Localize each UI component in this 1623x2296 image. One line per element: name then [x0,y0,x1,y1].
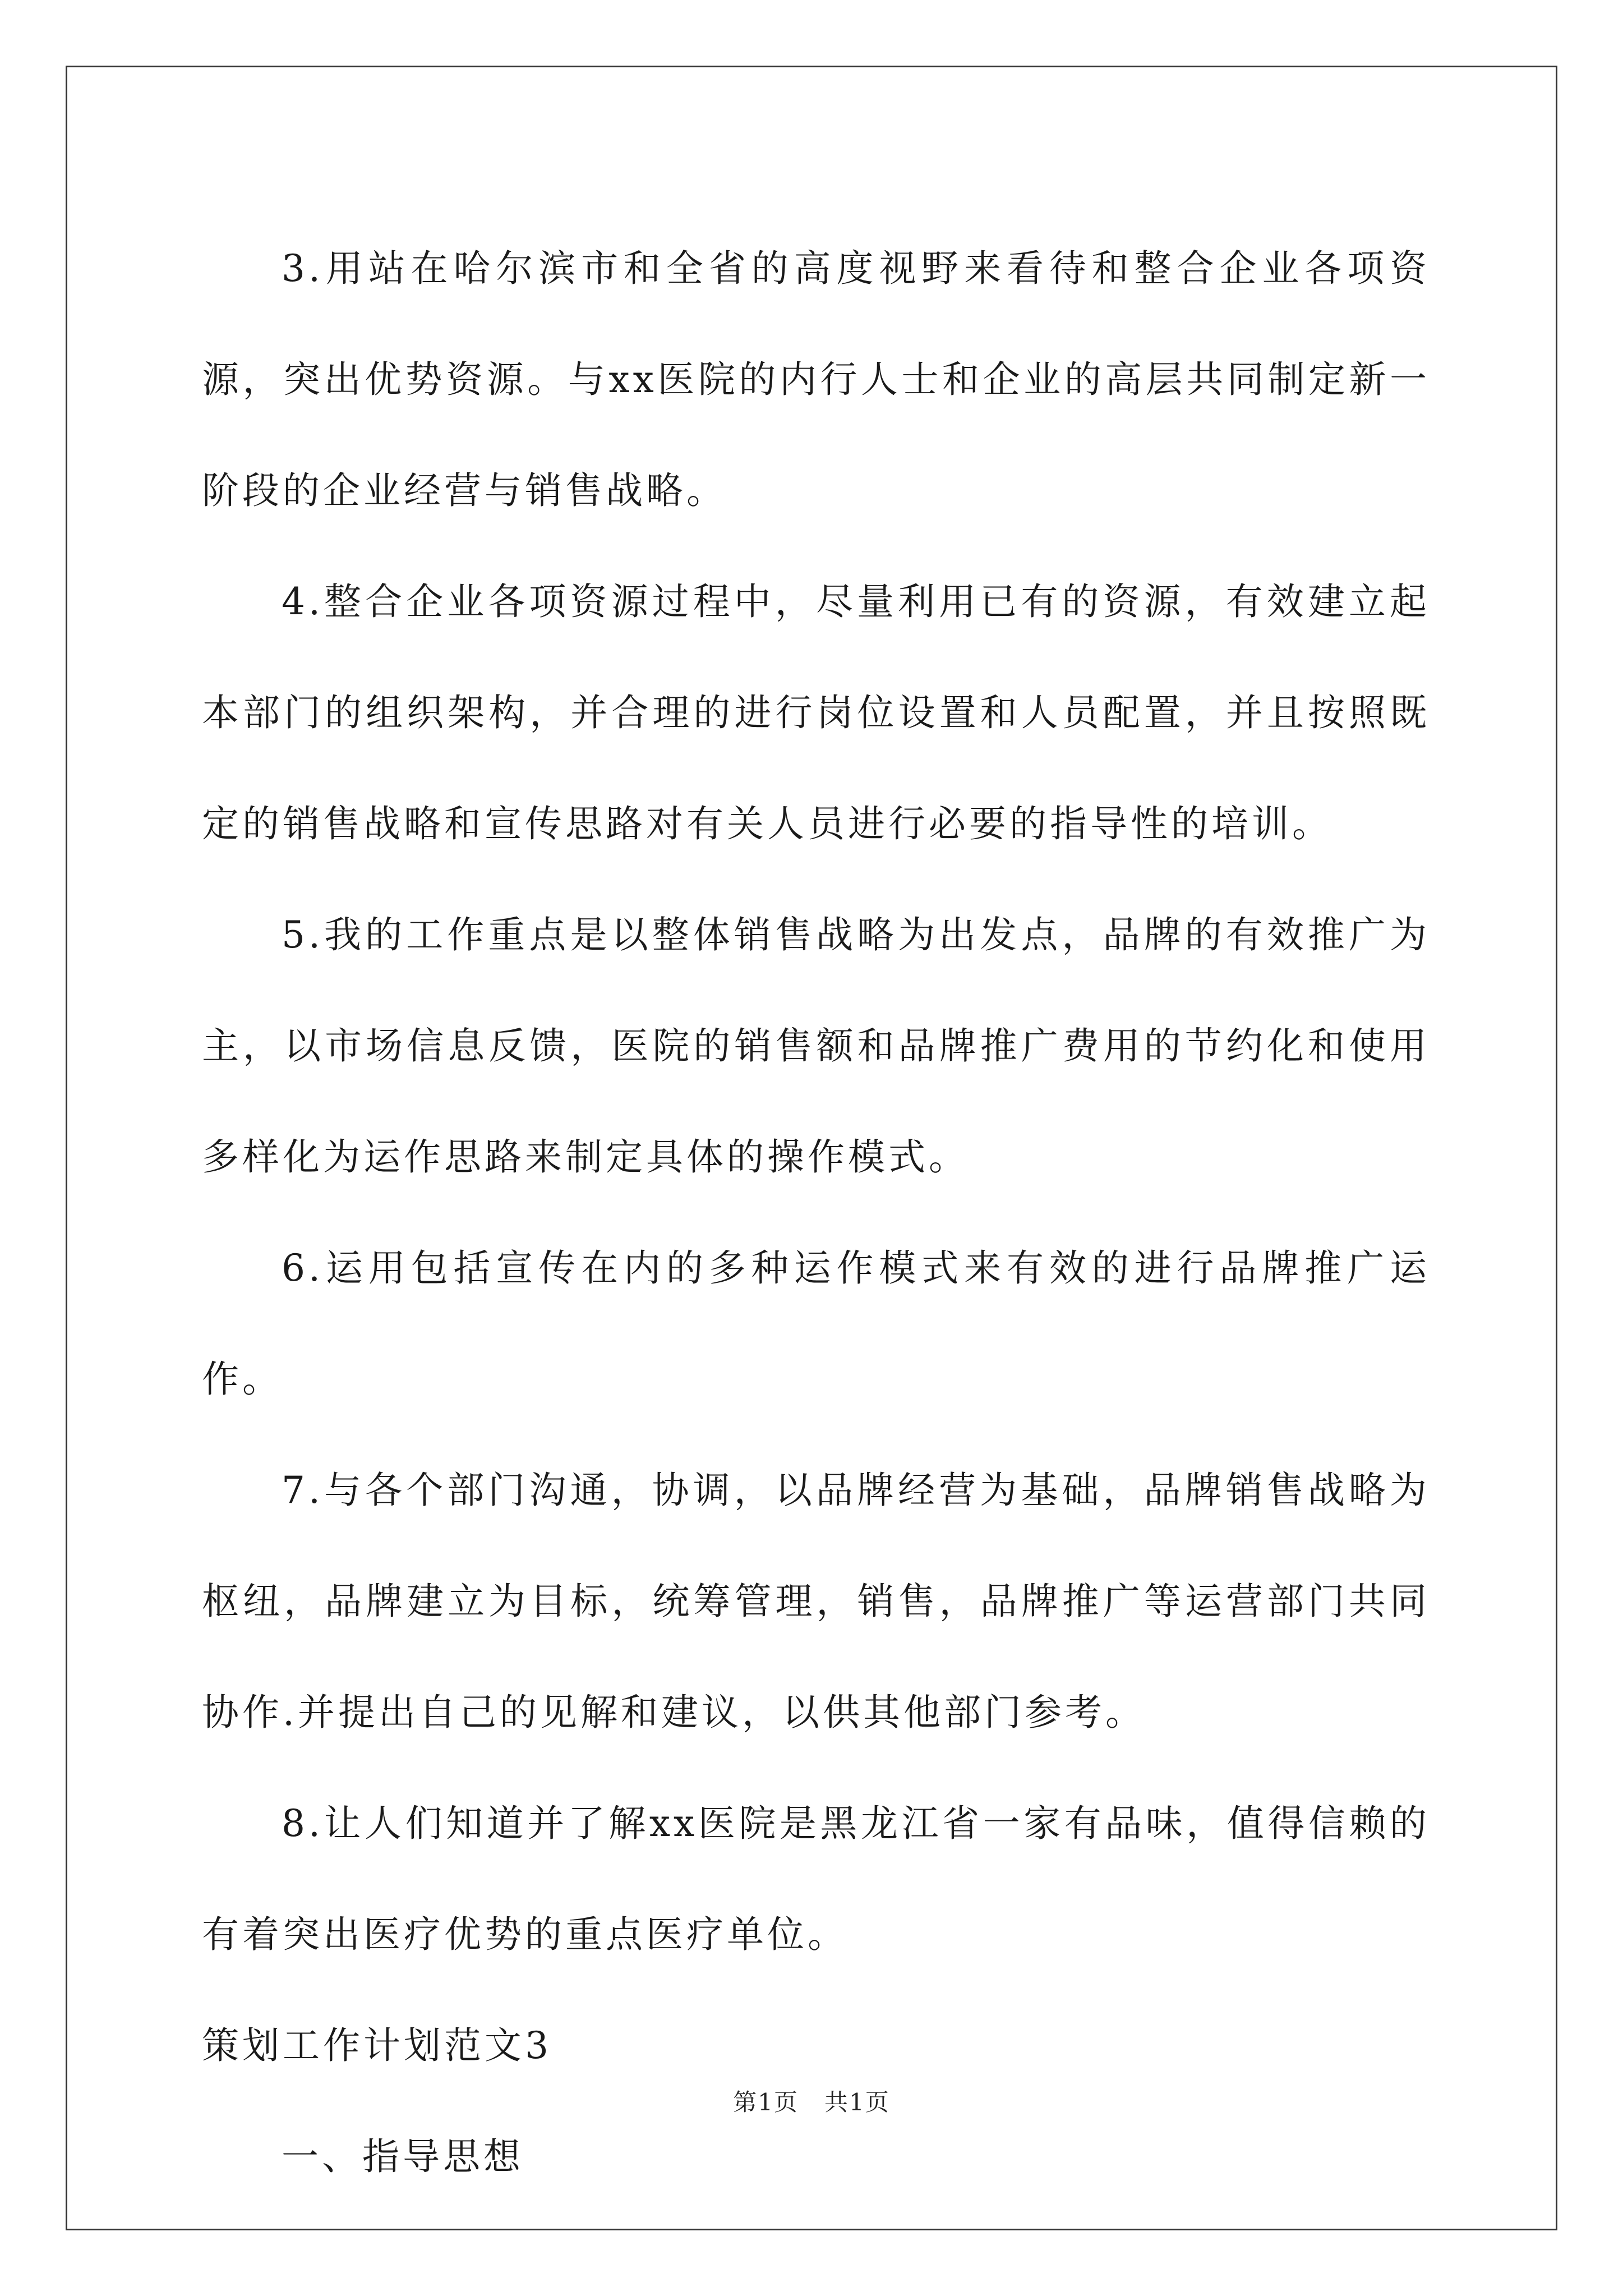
document-body [202,213,1430,2212]
paragraph-item-7: 7.与各个部门沟通，协调，以品牌经营为基础，品牌销售战略为枢纽，品牌建立为目标，统筹管理，销售，品牌推广等运营部门共同协作.并提出自己的见解和建议，以供其他部门参考。 [202,1469,1430,1734]
section-title: 策划工作计划范文3 [202,2024,552,2067]
subsection-title: 一、指导思想 [282,2135,524,2178]
paragraph-item-5: 5.我的工作重点是以整体销售战略为出发点，品牌的有效推广为主，以市场信息反馈，医院的销售额和品牌推广费用的节约化和使用多样化为运作思路来制定具体的操作模式。 [202,913,1430,1179]
paragraph-item-6: 6.运用包括宣传在内的多种运作模式来有效的进行品牌推广运作。 [202,1246,1430,1401]
paragraph-item-8: 8.让人们知道并了解xx医院是黑龙江省一家有品味，值得信赖的有着突出医疗优势的重点医疗单位。 [202,1802,1430,1956]
paragraph-item-4: 4.整合企业各项资源过程中，尽量利用已有的资源，有效建立起本部门的组织架构，并合理的进行岗位设置和人员配置，并且按照既定的销售战略和宣传思路对有关人员进行必要的指导性的培训。 [202,580,1430,845]
page-number-total: 共1页 [824,2088,890,2116]
page-footer [0,2084,1623,2118]
paragraph-item-3: 3.用站在哈尔滨市和全省的高度视野来看待和整合企业各项资源，突出优势资源。与xx医院的内行人士和企业的高层共同制定新一阶段的企业经营与销售战略。 [202,247,1430,512]
page-number-current: 第1页 [733,2088,799,2116]
